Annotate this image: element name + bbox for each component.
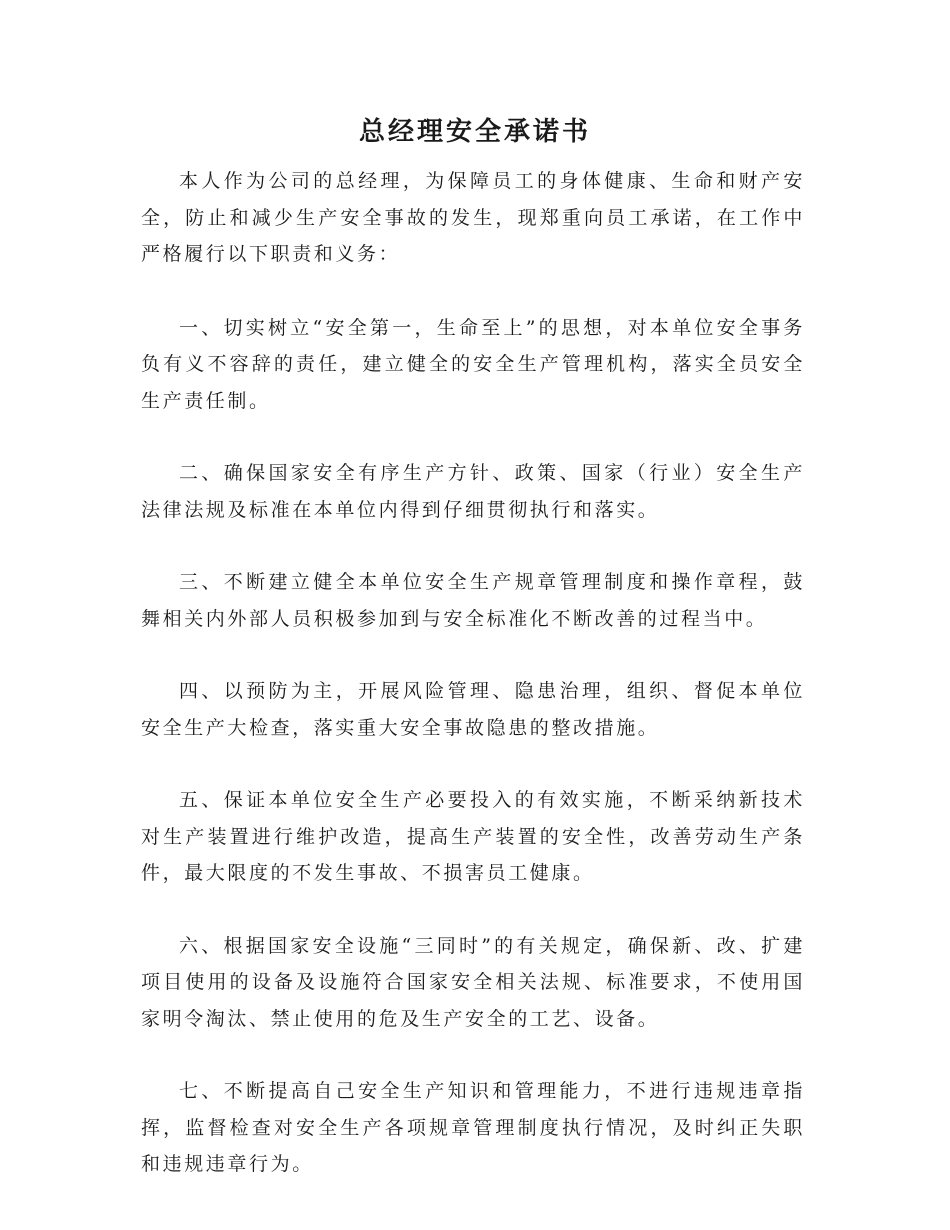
commitment-item-6: 六、根据国家安全设施“三同时”的有关规定，确保新、改、扩建项目使用的设备及设施符合国家安全相关法规、标准要求，不使用国家明令淘汰、禁止使用的危及生产安全的工艺、设备。 — [141, 934, 805, 1030]
commitment-item-3: 三、不断建立健全本单位安全生产规章管理制度和操作章程，鼓舞相关内外部人员积极参加到与安全标准化不断改善的过程当中。 — [141, 571, 805, 630]
commitment-item-4: 四、以预防为主，开展风险管理、隐患治理，组织、督促本单位安全生产大检查，落实重大安全事故隐患的整改措施。 — [141, 680, 805, 739]
commitment-item-2: 二、确保国家安全有序生产方针、政策、国家（行业）安全生产法律法规及标准在本单位内得到仔细贯彻执行和落实。 — [141, 462, 805, 521]
intro-paragraph: 本人作为公司的总经理，为保障员工的身体健康、生命和财产安全，防止和减少生产安全事故的发生，现郑重向员工承诺，在工作中严格履行以下职责和义务： — [141, 170, 805, 265]
commitment-item-5: 五、保证本单位安全生产必要投入的有效实施，不断采纳新技术对生产装置进行维护改造，提高生产装置的安全性，改善劳动生产条件，最大限度的不发生事故、不损害员工健康。 — [141, 789, 805, 884]
commitment-item-7: 七、不断提高自己安全生产知识和管理能力，不进行违规违章指挥，监督检查对安全生产各项规章管理制度执行情况，及时纠正失职和违规违章行为。 — [141, 1080, 805, 1175]
commitment-item-1: 一、切实树立“安全第一，生命至上”的思想，对本单位安全事务负有义不容辞的责任，建立健全的安全生产管理机构，落实全员安全生产责任制。 — [141, 316, 805, 412]
document-body — [141, 163, 805, 1183]
document-title: 总经理安全承诺书 — [358, 117, 591, 147]
